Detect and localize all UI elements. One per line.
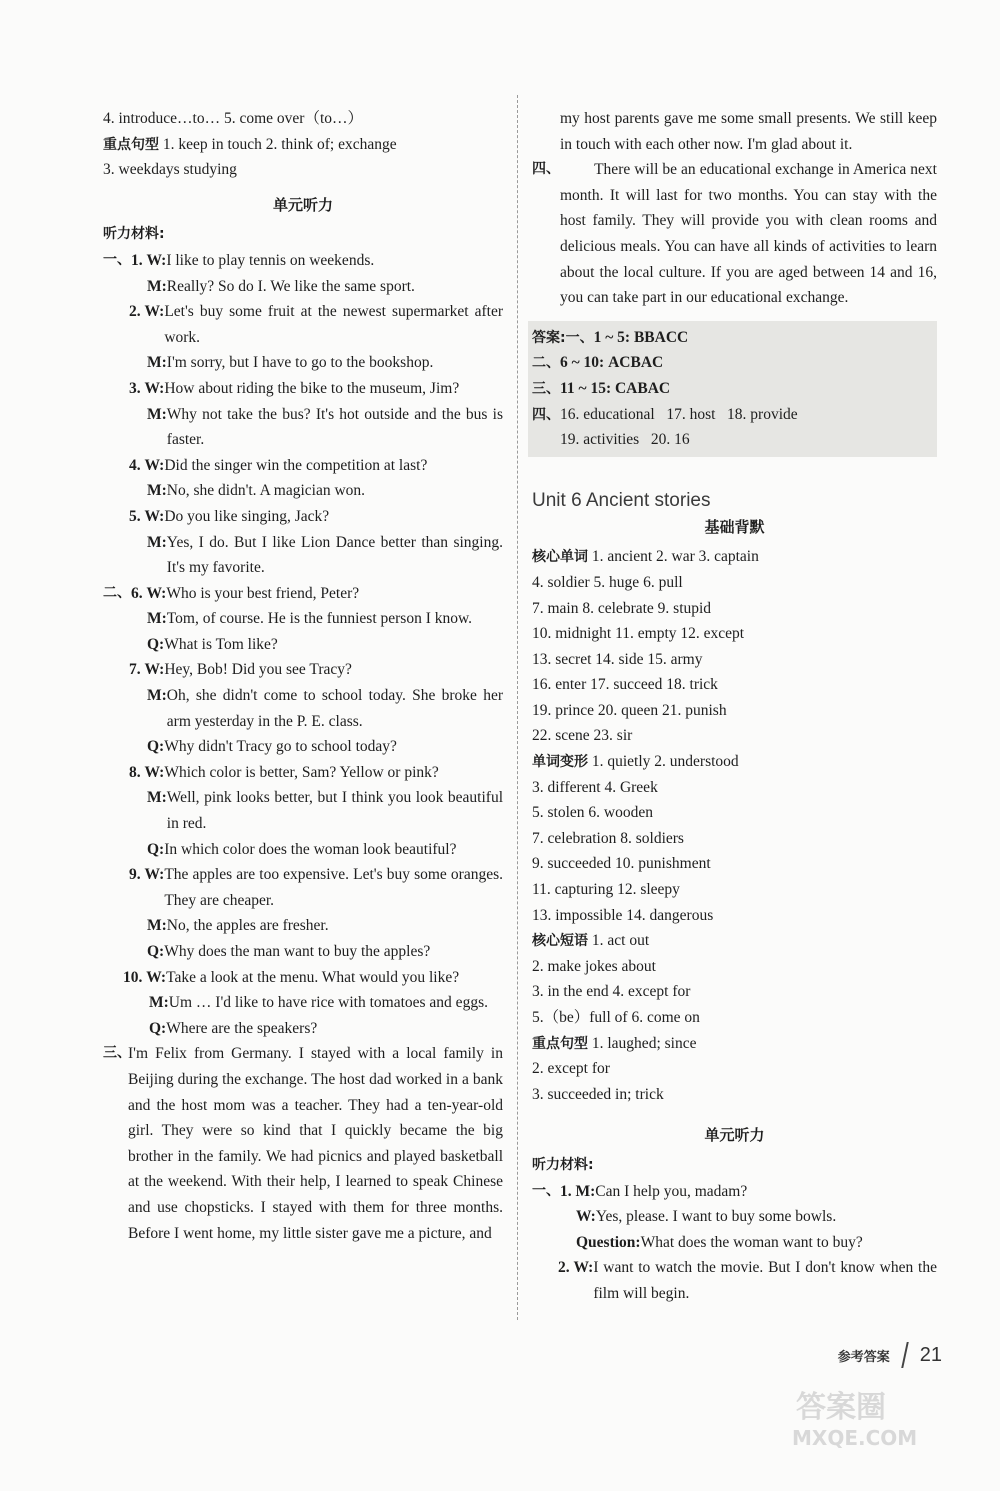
dialogue-text: Yes, please. I want to buy some bowls. — [595, 1208, 837, 1226]
dialogue-text: No, the apples are fresher. — [166, 917, 329, 935]
dialogue-text: Really? So do I. We like the same sport. — [166, 277, 415, 295]
core-words-line — [532, 544, 937, 570]
listening-material-label: 听力材料: — [103, 226, 165, 243]
sentences-line: 2. except for — [532, 1060, 610, 1078]
speaker: W: — [144, 379, 165, 397]
dialogue-line — [532, 1230, 937, 1256]
dialogue-text: Tom, of course. He is the funniest person I know. — [166, 610, 473, 628]
passage-part-3 — [103, 1041, 503, 1246]
dialogue-text: Who is your best friend, Peter? — [166, 584, 360, 602]
listening-material-label: 听力材料: — [532, 1156, 594, 1173]
item-number: 6. — [131, 584, 147, 602]
section-title-listening: 单元听力 — [272, 195, 333, 214]
speaker: Q: — [149, 1019, 167, 1037]
dialogue-line — [103, 581, 503, 607]
dialogue-line — [103, 402, 503, 453]
dialogue-line — [103, 913, 503, 939]
speaker: M: — [147, 354, 167, 372]
speaker: Q: — [147, 635, 165, 653]
dialogue-line — [103, 657, 503, 683]
item-number: 10. — [123, 968, 147, 986]
speaker: M: — [147, 610, 167, 628]
dialogue-text: Do you like singing, Jack? — [164, 507, 330, 525]
answer-item: 20. 16 — [650, 431, 690, 449]
speaker: W: — [146, 584, 167, 602]
answer-box — [528, 321, 937, 457]
answer-part-label: 一、 — [565, 329, 594, 346]
core-words-text: 1. ancient 2. war 3. captain — [588, 548, 759, 566]
word-forms-line: 9. succeeded 10. punishment — [532, 855, 711, 873]
dialogue-line — [103, 350, 503, 376]
speaker: Question: — [576, 1233, 641, 1251]
phrases-label: 核心短语 — [532, 933, 588, 950]
part-label: 一、 — [103, 251, 131, 268]
speaker: M: — [149, 994, 169, 1012]
answer-item: 17. host — [666, 405, 716, 423]
item-number: 7. — [129, 661, 145, 679]
unit-title: Unit 6 Ancient stories — [532, 489, 711, 511]
dialogue-line — [532, 1255, 937, 1306]
core-words-label: 核心单词 — [532, 549, 588, 566]
answer-text: 1 ~ 5: BBACC — [593, 328, 689, 346]
dialogue-line — [103, 453, 503, 479]
item-number: 2. — [558, 1259, 574, 1277]
dialogue-text: Oh, she didn't come to school today. She broke her arm yesterday in the P. E. class. — [166, 687, 503, 730]
part-label: 二、 — [103, 584, 131, 601]
speaker: W: — [146, 251, 167, 269]
sentence-patterns-line — [103, 132, 503, 158]
speaker: W: — [144, 303, 165, 321]
answers-label: 答案: — [532, 329, 566, 346]
dialogue-text: How about riding the bike to the museum, Jim? — [164, 379, 460, 397]
dialogue-text: Take a look at the menu. What would you like? — [166, 968, 460, 986]
page-footer — [838, 1342, 942, 1368]
dialogue-text: Um … I'd like to have rice with tomatoes and eggs. — [168, 994, 488, 1012]
dialogue-line — [103, 965, 503, 991]
dialogue-line — [103, 837, 503, 863]
speaker: M: — [575, 1182, 596, 1200]
dialogue-line — [103, 939, 503, 965]
left-column — [103, 106, 503, 1246]
item-number: 1. — [560, 1182, 576, 1200]
speaker: Q: — [147, 943, 165, 960]
footer-separator — [901, 1342, 909, 1368]
dialogue-line — [103, 1016, 503, 1042]
dialogue-text: Which color is better, Sam? Yellow or pink? — [164, 763, 439, 781]
speaker: M: — [147, 482, 167, 500]
watermark-logo — [786, 1381, 966, 1451]
dialogue-text: I'm sorry, but I have to go to the bookshop. — [166, 354, 434, 372]
passage-text: There will be an educational exchange in America next month. It will last for two months. You can stay with the host family. They will provide you with clean rooms and delicious meals. You can have all kinds of activities to learn about the local culture. If you are aged between 14 and 16, you can take part in our educational exchange. — [560, 161, 937, 307]
footer-label: 参考答案 — [837, 1349, 890, 1365]
word-forms-line: 7. celebration 8. soldiers — [532, 829, 684, 847]
speaker: W: — [576, 1208, 596, 1226]
watermark-site: MXQE.COM — [792, 1426, 918, 1450]
passage-part-4 — [532, 157, 937, 311]
speaker: W: — [144, 456, 165, 474]
passage-part-3-continued: my host parents gave me some small presents. We still keep in touch with each other now. I'm glad about it. — [560, 110, 937, 153]
answer-line — [532, 402, 929, 428]
dialogue-line — [103, 683, 503, 734]
sentences-label: 重点句型 — [532, 1035, 588, 1052]
core-words-line: 7. main 8. celebrate 9. stupid — [532, 599, 712, 617]
phrases-line: 2. make jokes about — [532, 957, 656, 975]
dialogue-text: Why does the man want to buy the apples? — [164, 943, 431, 960]
phrases-line: 3. in the end 4. except for — [532, 983, 691, 1001]
core-words-line: 4. soldier 5. huge 6. pull — [532, 573, 683, 591]
dialogue-line — [103, 248, 503, 274]
word-forms-line: 3. different 4. Greek — [532, 778, 658, 796]
speaker: M: — [147, 687, 167, 705]
dialogue-line — [103, 734, 503, 760]
speaker: M: — [147, 917, 167, 935]
passage-text: I'm Felix from Germany. I stayed with a local family in Beijing during the exchange. The host dad worked in a bank and the host mom was a teacher. They had a ten-year-old girl. They were so kind that I quickly became the big brother in the family. We had picnics and played basketball at the weekend. With their help, I learned to speak Chinese and use chopsticks. I stayed with them for three months. Before I went home, my little sister gave me a picture, and — [128, 1045, 503, 1242]
dialogue-line — [103, 632, 503, 658]
dialogue-text: I want to watch the movie. But I don't know when the film will begin. — [593, 1259, 937, 1302]
speaker: M: — [147, 789, 167, 807]
item-number: 4. — [129, 456, 145, 474]
sentence-patterns-label: 重点句型 — [103, 136, 159, 153]
dialogue-line — [103, 530, 503, 581]
speaker: W: — [144, 763, 165, 781]
dialogue-text: In which color does the woman look beautiful? — [164, 840, 457, 858]
core-words-line: 19. prince 20. queen 21. punish — [532, 701, 727, 719]
word-forms-text: 1. quietly 2. understood — [588, 753, 739, 771]
item-number: 2. — [129, 303, 145, 321]
dialogue-text: What is Tom like? — [164, 635, 278, 653]
section-title-listening: 单元听力 — [704, 1126, 765, 1145]
speaker: W: — [144, 661, 165, 679]
sentences-line — [532, 1031, 937, 1057]
answer-item: 18. provide — [727, 405, 798, 423]
phrases-text: 1. act out — [588, 932, 650, 950]
core-words-line: 10. midnight 11. empty 12. except — [532, 625, 745, 643]
speaker: M: — [147, 277, 167, 295]
dialogue-line — [532, 1204, 937, 1230]
answer-text: 6 ~ 10: ACBAC — [560, 354, 664, 372]
dialogue-text: Hey, Bob! Did you see Tracy? — [164, 661, 352, 679]
speaker: Q: — [147, 738, 165, 756]
sentences-line: 3. succeeded in; trick — [532, 1085, 664, 1103]
item-number: 1. — [131, 251, 147, 269]
dialogue-text: Let's buy some fruit at the newest supermarket after work. — [164, 303, 503, 346]
answer-item: 19. activities — [560, 431, 640, 449]
dialogue-text: No, she didn't. A magician won. — [166, 482, 366, 500]
core-words-line: 22. scene 23. sir — [532, 727, 633, 745]
dialogue-text: Where are the speakers? — [166, 1019, 318, 1037]
sentence-patterns-line-2: 3. weekdays studying — [103, 161, 237, 179]
word-forms-line: 5. stolen 6. wooden — [532, 804, 653, 822]
item-number: 3. — [129, 379, 145, 397]
word-forms-line — [532, 749, 937, 775]
phrases-line: 5.（be）full of 6. come on — [532, 1009, 700, 1026]
speaker: W: — [144, 866, 165, 884]
answer-line — [532, 427, 929, 453]
dialogue-line — [103, 274, 503, 300]
page-number: 21 — [919, 1343, 942, 1366]
dialogue-text: What does the woman want to buy? — [640, 1233, 863, 1251]
speaker: Q: — [147, 840, 165, 858]
answer-item: 16. educational — [560, 405, 655, 423]
answer-line — [532, 350, 929, 376]
dialogue-line — [103, 299, 503, 350]
phrases-line — [532, 928, 937, 954]
answer-part-label: 二、 — [532, 355, 560, 372]
dialogue-text: Why not take the bus? It's hot outside and the bus is faster. — [166, 405, 503, 449]
word-forms-label: 单词变形 — [532, 754, 588, 771]
section-title-basics: 基础背默 — [704, 517, 765, 536]
answer-line — [532, 376, 929, 402]
sentence-patterns-text: 1. keep in touch 2. think of; exchange — [159, 135, 397, 153]
dialogue-text: Yes, I do. But I like Lion Dance better than singing. It's my favorite. — [166, 533, 503, 577]
part-label: 三、 — [103, 1045, 131, 1062]
phrase-line: 4. introduce…to… 5. come over（to…） — [103, 110, 364, 127]
watermark-logo-mark: 答案圈 — [796, 1390, 886, 1425]
item-number: 8. — [129, 763, 145, 781]
word-forms-line: 11. capturing 12. sleepy — [532, 881, 680, 899]
answer-line — [532, 325, 929, 351]
dialogue-line — [103, 785, 503, 836]
dialogue-text: Well, pink looks better, but I think you look beautiful in red. — [166, 789, 503, 833]
speaker: M: — [147, 533, 167, 551]
column-divider — [517, 95, 518, 1320]
part-label: 一、 — [532, 1182, 560, 1199]
word-forms-line: 13. impossible 14. dangerous — [532, 906, 714, 924]
dialogue-text: I like to play tennis on weekends. — [166, 251, 375, 269]
item-number: 5. — [129, 507, 145, 525]
dialogue-line — [103, 990, 503, 1016]
dialogue-line — [103, 760, 503, 786]
speaker: W: — [573, 1259, 594, 1277]
speaker: M: — [147, 405, 167, 423]
dialogue-text: Why didn't Tracy go to school today? — [164, 738, 397, 756]
right-column — [532, 106, 937, 1307]
dialogue-text: Did the singer win the competition at last? — [164, 456, 428, 474]
dialogue-line — [532, 1179, 937, 1205]
item-number: 9. — [129, 866, 145, 884]
answer-text: 11 ~ 15: CABAC — [560, 379, 671, 397]
speaker: W: — [144, 507, 165, 525]
dialogue-text: The apples are too expensive. Let's buy some oranges. They are cheaper. — [164, 866, 503, 909]
dialogue-line — [103, 478, 503, 504]
dialogue-text: Can I help you, madam? — [595, 1182, 748, 1200]
part-label: 四、 — [532, 161, 560, 178]
core-words-line: 16. enter 17. succeed 18. trick — [532, 676, 718, 694]
dialogue-line — [103, 606, 503, 632]
dialogue-line — [103, 862, 503, 913]
sentences-text: 1. laughed; since — [588, 1034, 697, 1052]
answer-part-label: 三、 — [532, 380, 560, 397]
answer-part-label: 四、 — [532, 406, 560, 423]
speaker: W: — [146, 968, 167, 986]
dialogue-line — [103, 504, 503, 530]
dialogue-line — [103, 376, 503, 402]
core-words-line: 13. secret 14. side 15. army — [532, 650, 703, 668]
